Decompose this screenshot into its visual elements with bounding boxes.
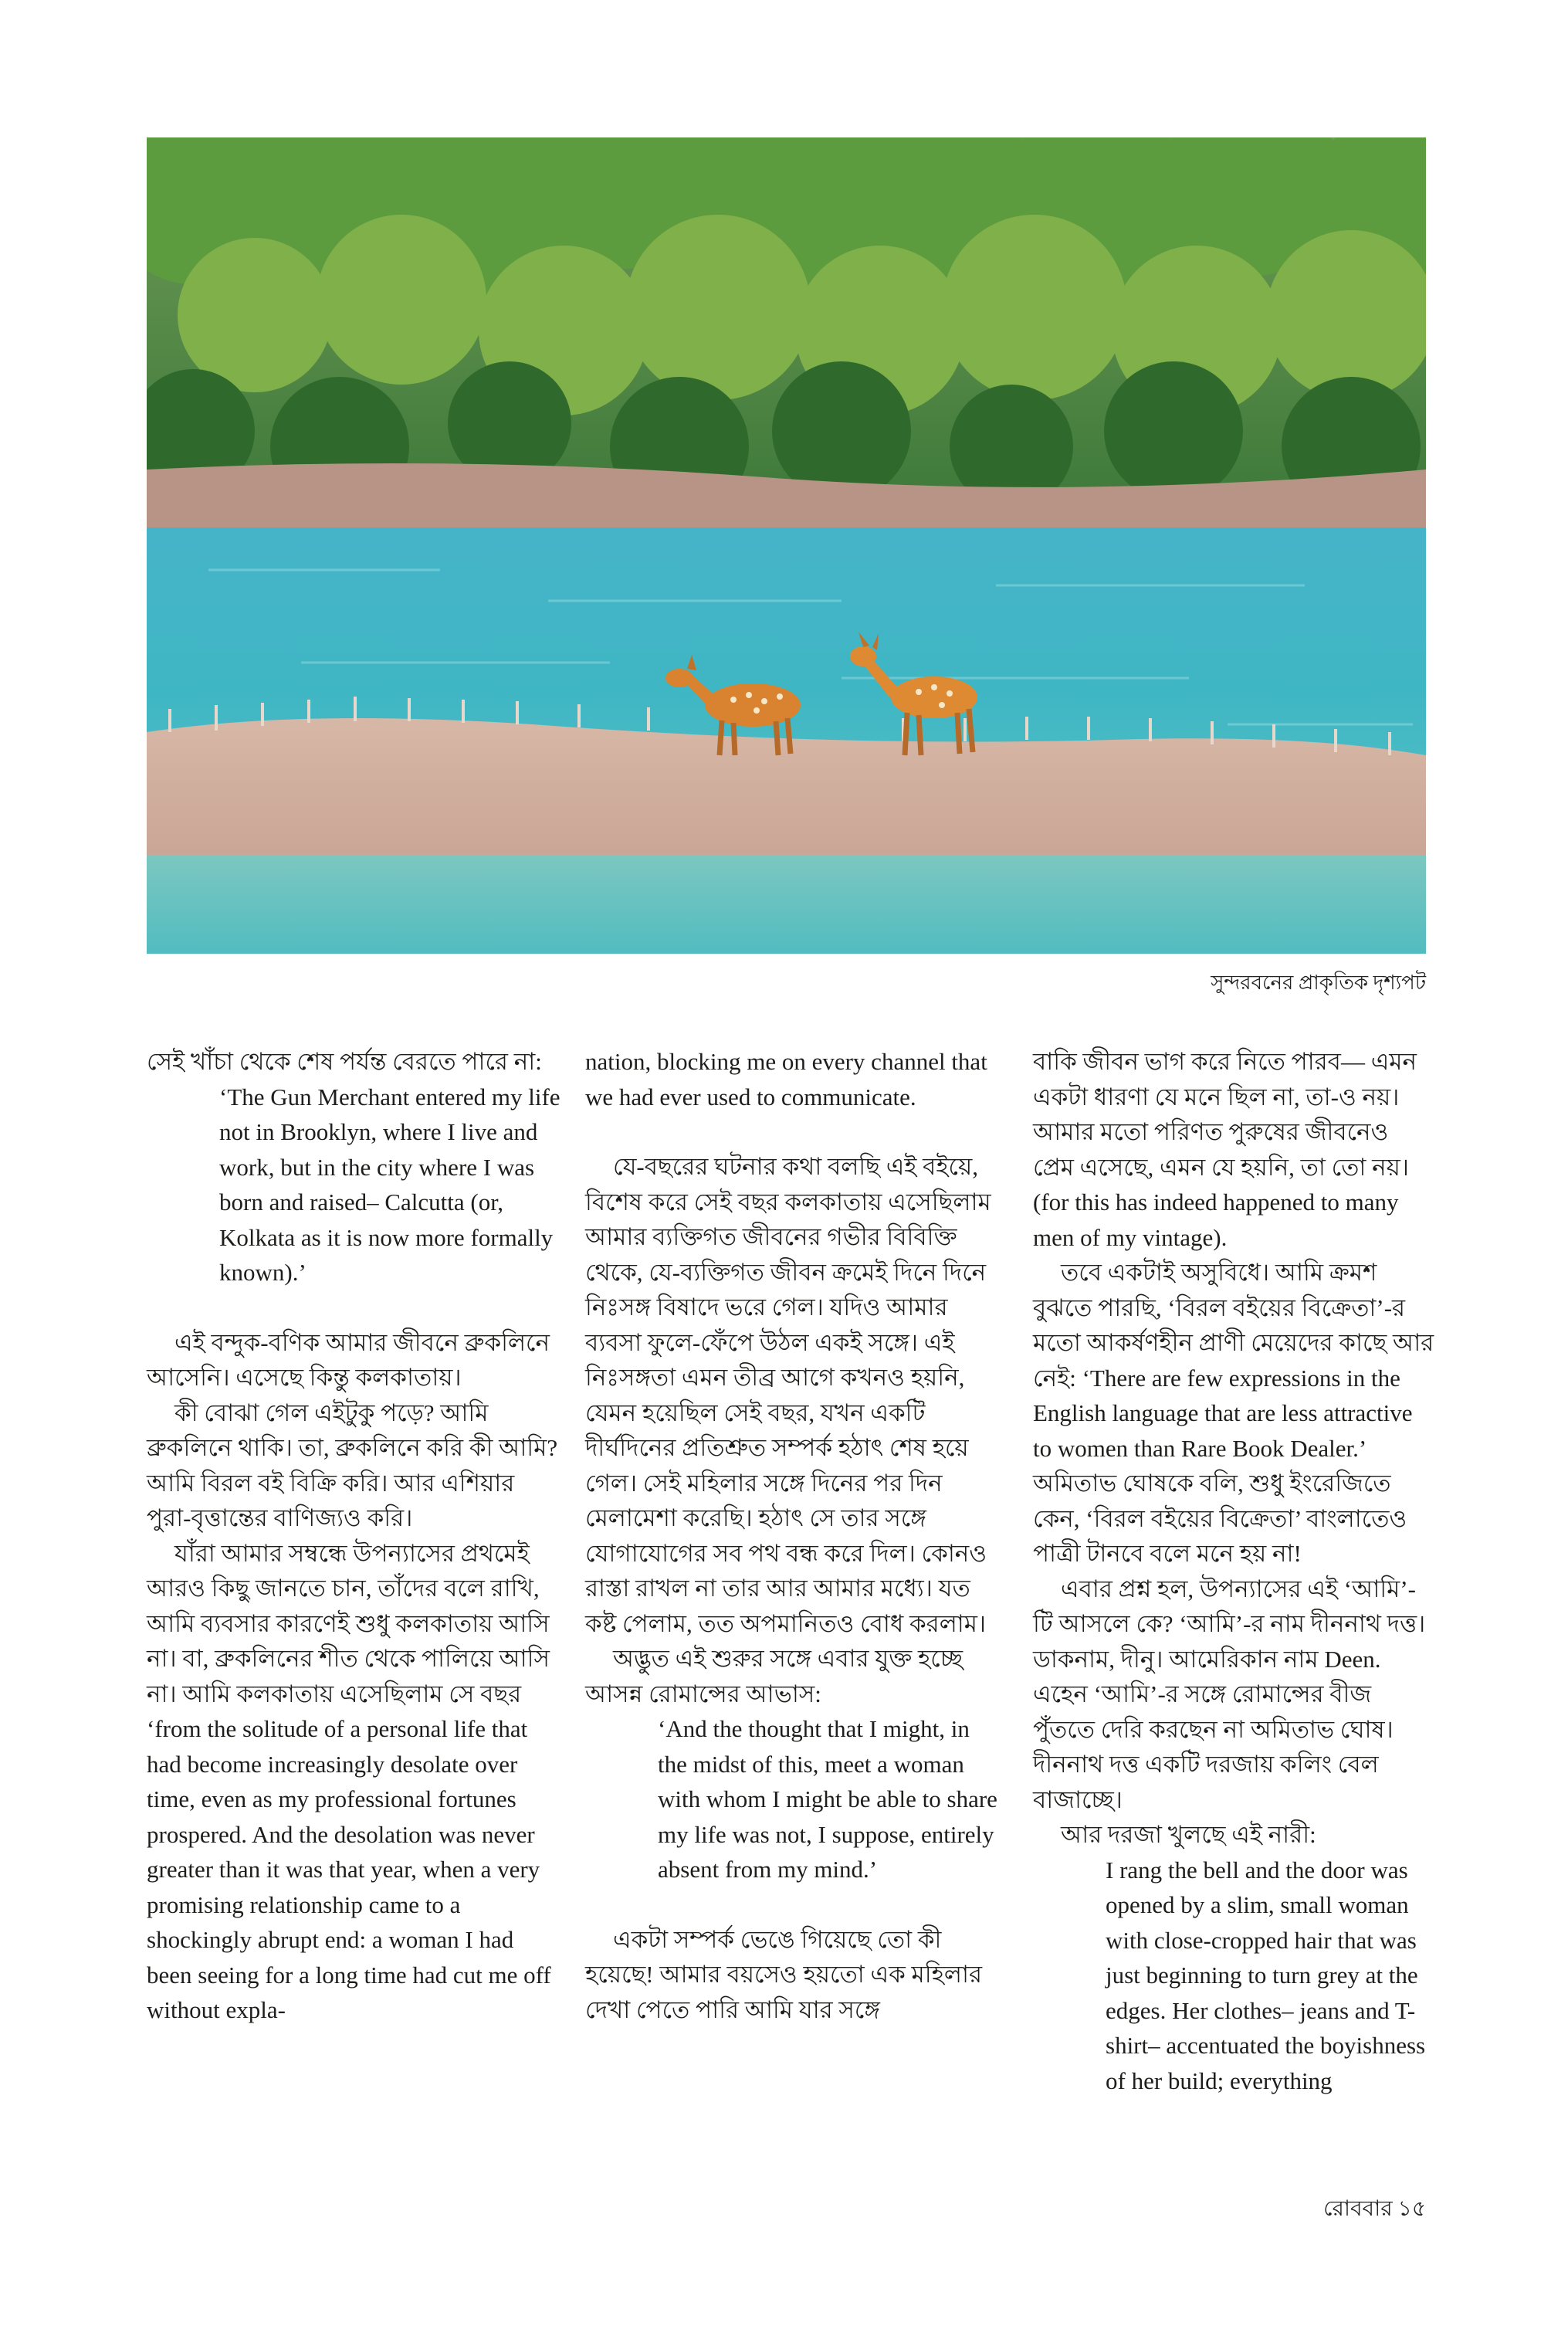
paragraph: যাঁরা আমার সম্বন্ধে উপন্যাসের প্রথমেই আরও কিছু জানতে চান, তাঁদের বলে রাখি, আমি ব্যবসার কারণেই শুধু কলকাতায় আসি না। বা, ব্রুকলিনের শীত থেকে পালিয়ে আসি না। আমি কলকাতায় এসেছিলাম সে বছর ‘from the solitude of a personal life that had become increasingly desolate over time, even as my professional fortunes prospered. And the desolation was never greater than it was that year, when a very promising relationship came to a shockingly abrupt end: a woman I had been seeing for a long time had cut me off without expla- <box>147 1539 551 2023</box>
paragraph: আর দরজা খুলছে এই নারী: <box>1061 1821 1316 1848</box>
paragraph: সেই খাঁচা থেকে শেষ পর্যন্ত বেরতে পারে না: <box>147 1048 542 1075</box>
paragraph: যে-বছরের ঘটনার কথা বলছি এই বইয়ে, বিশেষ করে সেই বছর কলকাতায় এসেছিলাম আমার ব্যক্তিগত জীবনের গভীর বিবিক্তি থেকে, যে-ব্যক্তিগত জীবন ক্রমেই দিনে দিনে নিঃসঙ্গ বিষাদে ভরে গেল। যদিও আমার ব্যবসা ফুলে-ফেঁপে উঠল একই সঙ্গে। এই নিঃসঙ্গতা এমন তীব্র আগে কখনও হয়নি, যেমন হয়েছিল সেই বছর, যখন একটি দীর্ঘদিনের প্রতিশ্রুত সম্পর্ক হঠাৎ শেষ হয়ে গেল। সেই মহিলার সঙ্গে দিনের পর দিন মেলামেশা করেছি। হঠাৎ সে তার সঙ্গে যোগাযোগের সব পথ বন্ধ করে দিল। কোনও রাস্তা রাখল না তার আর আমার মধ্যে। যত কষ্ট পেলাম, তত অপমানিতও বোধ করলাম। <box>585 1153 991 1637</box>
photo-caption: সুন্দরবনের প্রাকৃতিক দৃশ্যপট <box>1211 971 1426 994</box>
sundarbans-photo <box>147 137 1426 954</box>
block-quote: ‘And the thought that I might, in the midst of this, meet a woman with whom I might be able to share my life was not, I suppose, entirely absent from my mind.’ <box>658 1715 997 1883</box>
paragraph: তবে একটাই অসুবিধে। আমি ক্রমশ বুঝতে পারছি, ‘বিরল বইয়ের বিক্রেতা’-র মতো আকর্ষণহীন প্রাণী মেয়েদের কাছে আর নেই: ‘There are few expressions in the English language that are less attractive to women than Rare Book Dealer.’ অমিতাভ ঘোষকে বলি, শুধু ইংরেজিতে কেন, ‘বিরল বইয়ের বিক্রেতা’ বাংলাতেও পাত্রী টানবে বলে মনে হয় না! <box>1033 1259 1434 1567</box>
paragraph: এবার প্রশ্ন হল, উপন্যাসের এই ‘আমি’-টি আসলে কে? ‘আমি’-র নাম দীননাথ দত্ত। ডাকনাম, দীনু। আমেরিকান নাম Deen. এহেন ‘আমি’-র সঙ্গে রোমান্সের বীজ পুঁততে দেরি করছেন না অমিতাভ ঘোষ। দীননাথ দত্ত একটি দরজায় কলিং বেল বাজাচ্ছে। <box>1033 1575 1426 1813</box>
article-column-2 <box>585 1044 1002 2027</box>
article-column-3 <box>1033 1044 1434 2098</box>
page-folio: রোববার ১৫ <box>1323 2197 1426 2221</box>
photo-illustration <box>147 137 1426 954</box>
paragraph: এই বন্দুক-বণিক আমার জীবনে ব্রুকলিনে আসেনি। এসেছে কিন্তু কলকাতায়। <box>147 1328 550 1391</box>
paragraph: একটা সম্পর্ক ভেঙে গিয়েছে তো কী হয়েছে! আমার বয়সেও হয়তো এক মহিলার দেখা পেতে পারি আমি যার সঙ্গে <box>585 1925 983 2023</box>
paragraph: বাকি জীবন ভাগ করে নিতে পারব— এমন একটা ধারণা যে মনে ছিল না, তা-ও নয়। আমার মতো পরিণত পুরুষের জীবনেও প্রেম এসেছে, এমন যে হয়নি, তা তো নয়। (for this has indeed happened to many men of my vintage). <box>1033 1048 1417 1251</box>
paragraph: nation, blocking me on every channel that we had ever used to communicate. <box>585 1048 987 1110</box>
article-column-1 <box>147 1044 564 2028</box>
block-quote: ‘The Gun Merchant entered my life not in Brooklyn, where I live and work, but in the city where I was born and raised– Calcutta (or, Kolkata as it is now more formally known).’ <box>219 1083 560 1286</box>
paragraph: অদ্ভুত এই শুরুর সঙ্গে এবার যুক্ত হচ্ছে আসন্ন রোমান্সের আভাস: <box>585 1645 963 1707</box>
paragraph: কী বোঝা গেল এইটুকু পড়ে? আমি ব্রুকলিনে থাকি। তা, ব্রুকলিনে করি কী আমি? আমি বিরল বই বিক্রি করি। আর এশিয়ার পুরা-বৃত্তান্তের বাণিজ্যও করি। <box>147 1399 558 1531</box>
block-quote: I rang the bell and the door was opened by a slim, small woman with close-cropped hair that was just beginning to turn grey at the edges. Her clothes– jeans and T-shirt– accentuated the boyishness of her build; everything <box>1106 1856 1426 2094</box>
